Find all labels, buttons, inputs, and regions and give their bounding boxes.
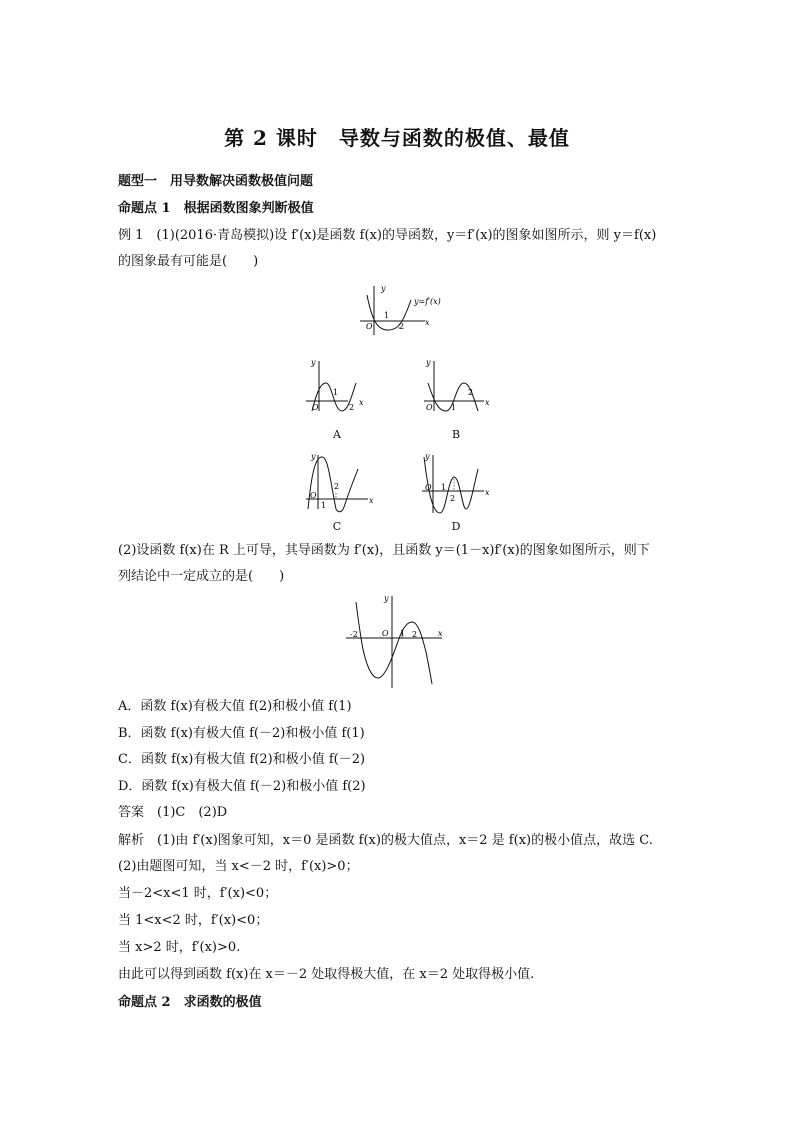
section-heading: 题型一 用导数解决函数极值问题 xyxy=(118,174,314,189)
tick-label-1: 1 xyxy=(321,501,327,510)
part2-text-line2: 列结论中一定成立的是( ) xyxy=(118,569,285,584)
axis-label-x: x xyxy=(485,488,490,497)
analysis-line-3: 当－2<x<1 时，f′(x)<0； xyxy=(118,886,278,901)
axis-label-y: y xyxy=(384,594,389,603)
option-a-graph xyxy=(302,353,366,415)
page-title: 第 2 课时 导数与函数的极值、最值 xyxy=(224,126,570,150)
analysis-line-2: (2)由题图可知，当 x<－2 时，f′(x)>0； xyxy=(118,859,359,874)
tick-label-2: 2 xyxy=(399,322,405,331)
option-b-label: B xyxy=(451,428,461,441)
tick-label-2: 2 xyxy=(334,482,340,491)
axis-label-x: x xyxy=(369,496,374,505)
part2-text-line1: (2)设函数 f(x)在 R 上可导，其导函数为 f′(x)，且函数 y＝(1－x)f′(x)的图象如图所示，则下 xyxy=(118,543,650,558)
choice-a: A．函数 f(x)有极大值 f(2)和极小值 f(1) xyxy=(118,699,352,714)
option-d-graph xyxy=(418,449,492,515)
subsection-heading-2: 命题点 2 求函数的极值 xyxy=(118,995,262,1010)
analysis-line-5: 当 x>2 时，f′(x)>0. xyxy=(118,940,241,955)
option-b-graph xyxy=(420,353,492,415)
tick-label-1: 1 xyxy=(441,483,447,492)
tick-label-2: 2 xyxy=(450,494,456,503)
axis-label-y: y xyxy=(425,452,430,461)
origin-label: O xyxy=(426,403,433,412)
answer-line: 答案 (1)C (2)D xyxy=(118,805,228,820)
tick-label-2: 2 xyxy=(412,630,418,639)
analysis-line-4: 当 1<x<2 时，f′(x)<0； xyxy=(118,913,269,928)
option-a-label: A xyxy=(333,428,341,441)
subsection-heading-1: 命题点 1 根据函数图象判断极值 xyxy=(118,201,314,216)
option-c-label: C xyxy=(332,520,342,533)
tick-label-1: 1 xyxy=(400,629,406,638)
origin-label: O xyxy=(425,483,432,492)
origin-label: O xyxy=(382,629,389,638)
axis-label-y: y xyxy=(311,358,316,367)
tick-label-1: 1 xyxy=(451,403,457,412)
choice-d: D．函数 f(x)有极大值 f(－2)和极小值 f(2) xyxy=(118,779,366,794)
choice-b: B．函数 f(x)有极大值 f(－2)和极小值 f(1) xyxy=(118,726,365,741)
axis-label-x: x xyxy=(425,318,430,327)
origin-label: O xyxy=(312,403,319,412)
axis-label-x: x xyxy=(438,629,443,638)
tick-label-2: 2 xyxy=(349,403,355,412)
example-text-line1: 例 1 (1)(2016·青岛模拟)设 f′(x)是函数 f(x)的导函数，y＝f′(x)的图象如图所示，则 y＝f(x) xyxy=(118,228,657,243)
tick-label-1: 1 xyxy=(333,388,339,397)
figure-2-graph xyxy=(344,592,448,690)
axis-label-x: x xyxy=(359,398,364,407)
axis-label-y: y xyxy=(381,284,386,293)
tick-label-minus-2: -2 xyxy=(350,630,358,639)
derivative-graph-figure xyxy=(355,280,445,338)
analysis-line-6: 由此可以得到函数 f(x)在 x＝－2 处取得极大值，在 x＝2 处取得极小值. xyxy=(118,967,535,982)
origin-label: O xyxy=(310,491,317,500)
curve-label: y=f′(x) xyxy=(414,297,441,306)
axis-label-x: x xyxy=(485,398,490,407)
origin-label: O xyxy=(366,322,373,331)
tick-label-1: 1 xyxy=(384,311,390,320)
option-c-graph xyxy=(302,449,376,515)
option-d-label: D xyxy=(451,520,461,533)
example-text-line2: 的图象最有可能是( ) xyxy=(118,254,259,269)
tick-label-2: 2 xyxy=(468,388,474,397)
axis-label-y: y xyxy=(311,452,316,461)
analysis-line-1: 解析 (1)由 f′(x)图象可知，x＝0 是函数 f(x)的极大值点，x＝2 是 f(x)的极小值点，故选 C. xyxy=(118,833,653,848)
axis-label-y: y xyxy=(426,358,431,367)
choice-c: C．函数 f(x)有极大值 f(2)和极小值 f(－2) xyxy=(118,752,366,767)
